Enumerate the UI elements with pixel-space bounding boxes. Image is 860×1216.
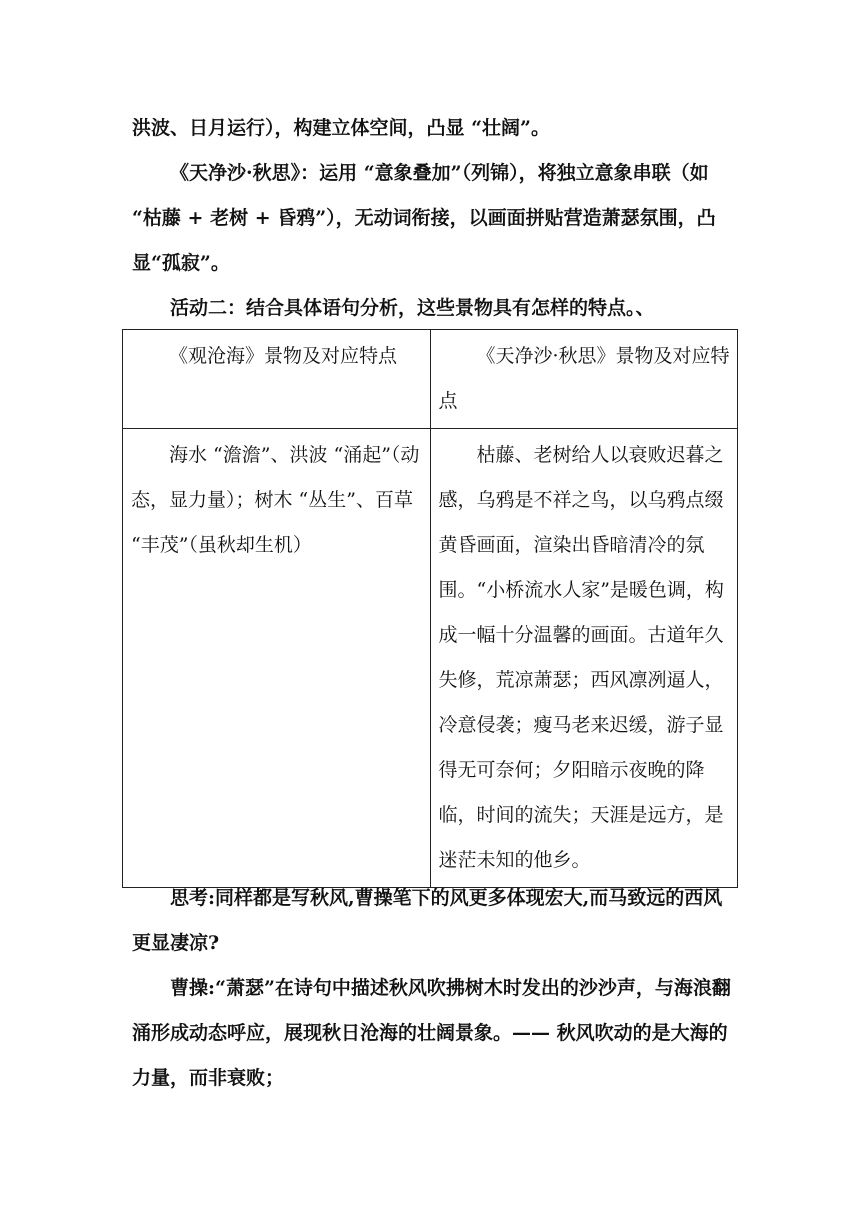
paragraph-continuation: 洪波、日月运行），构建立体空间，凸显 “壮阔”。 <box>132 117 550 139</box>
header-right-text: 《天净沙·秋思》景物及对应特点 <box>438 345 730 412</box>
table-header-row <box>123 330 738 429</box>
header-cell-tianjingsha <box>430 330 738 429</box>
cell-tianjingsha-features <box>430 429 738 888</box>
paragraph-tianjingsha-analysis: 《天净沙·秋思》：运用 “意象叠加”（列锦），将独立意象串联（如 “枯藤 + 老树 + 昏鸦”），无动词衔接，以画面拼贴营造萧瑟氛围，凸显“孤寂”。 <box>132 162 716 274</box>
header-cell-guancanghai <box>123 330 431 429</box>
thinking-question: 思考:同样都是写秋风,曹操笔下的风更多体现宏大,而马致远的西风更显凄凉? <box>132 887 723 954</box>
cell-left-text: 海水 “澹澹”、洪波 “涌起”（动态，显力量）；树木 “丛生”、百草 “丰茂”（虽秋却生机） <box>131 444 420 556</box>
caocao-analysis: 曹操:“萧瑟”在诗句中描述秋风吹拂树木时发出的沙沙声，与海浪翻涌形成动态呼应，展现秋日沧海的壮阔景象。—— 秋风吹动的是大海的力量，而非衰败； <box>132 977 731 1089</box>
cell-right-text: 枯藤、老树给人以衰败迟暮之感，乌鸦是不祥之鸟，以乌鸦点缀黄昏画面，渲染出昏暗清冷的氛围。“小桥流水人家”是暖色调，构成一幅十分温馨的画面。古道年久失修，荒凉萧瑟；西风凛冽逼人，冷意侵袭；瘦马老来迟缓，游子显得无可奈何；夕阳暗示夜晚的降临，时间的流失；天涯是远方，是迷茫未知的他乡。 <box>438 444 724 871</box>
header-left-text: 《观沧海》景物及对应特点 <box>169 345 398 367</box>
activity-two-heading: 活动二：结合具体语句分析，这些景物具有怎样的特点。、 <box>170 297 655 319</box>
cell-guancanghai-features <box>123 429 431 888</box>
table-row <box>123 429 738 888</box>
scenery-comparison-table <box>122 329 738 888</box>
